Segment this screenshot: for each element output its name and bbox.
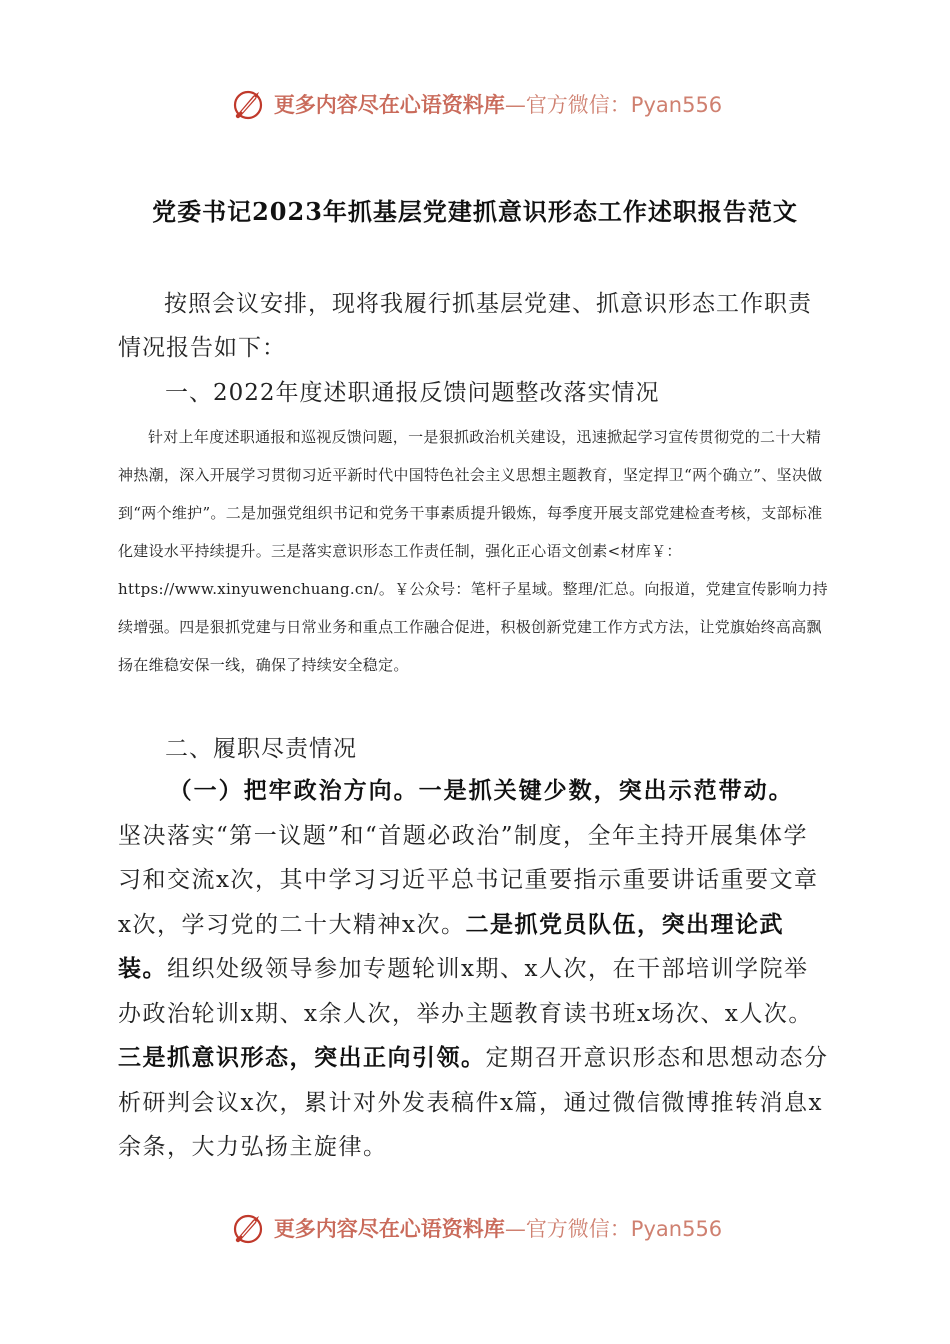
subsection1-text-b: 组织处级领导参加专题轮训x期、x人次，在干部培训学院举办政治轮训x期、x余人次，举办主题教育读书班x场次、x人次。 xyxy=(118,956,813,1027)
pen-nib-icon xyxy=(228,1208,268,1248)
footer-watermark xyxy=(0,1206,950,1250)
intro-paragraph: 按照会议安排，现将我履行抓基层党建、抓意识形态工作职责情况报告如下： xyxy=(118,291,812,361)
subsection1-body xyxy=(118,769,830,1170)
banner-contact: —官方微信：Pyan556 xyxy=(504,93,723,117)
subsection1-heading: （一）把牢政治方向。一是抓关键少数，突出示范带动。 xyxy=(168,777,794,804)
banner-highlight: 更多内容尽在心语资料库 xyxy=(273,93,505,117)
header-watermark xyxy=(0,82,950,126)
subsection1-bold-c: 三是抓意识形态，突出正向引领。 xyxy=(118,1044,486,1071)
section2-heading: 二、履职尽责情况 xyxy=(165,736,357,762)
section1-body: 针对上年度述职通报和巡视反馈问题，一是狠抓政治机关建设，迅速掀起学习宣传贯彻党的二十大精神热潮，深入开展学习贯彻习近平新时代中国特色社会主义思想主题教育，坚定捍卫“两个确立”、坚决做到“两个维护”。二是加强党组织书记和党务干事素质提升锻炼，每季度开展支部党建检查考核，支部标准化建设水平持续提升。三是落实意识形态工作责任制，强化正心语文创素<材库￥：https://www.xinyuwenchuang.cn/。￥公众号：笔杆子星域。整理/汇总。向报道，党建宣传影响力持续增强。四是狠抓党建与日常业务和重点工作融合促进，积极创新党建工作方式方法，让党旗始终高高飘扬在维稳安保一线，确保了持续安全稳定。 xyxy=(118,428,828,674)
pen-nib-icon xyxy=(228,84,268,124)
section1-heading: 一、2022年度述职通报反馈问题整改落实情况 xyxy=(165,380,660,406)
subsection1-bold-b: 二是抓党员队伍，突出理论武装。 xyxy=(118,910,784,982)
document-title: 党委书记2023年抓基层党建抓意识形态工作述职报告范文 xyxy=(152,197,798,226)
subsection1-text-c: 定期召开意识形态和思想动态分析研判会议x次，累计对外发表稿件x篇，通过微信微博推转消息x余条，大力弘扬主旋律。 xyxy=(118,1045,829,1160)
banner-highlight: 更多内容尽在心语资料库 xyxy=(273,1217,505,1241)
subsection1-text-a: 坚决落实“第一议题”和“首题必政治”制度，全年主持开展集体学习和交流x次，其中学习习近平总书记重要指示重要讲话重要文章x次，学习党的二十大精神x次。 xyxy=(118,822,819,938)
banner-contact: —官方微信：Pyan556 xyxy=(504,1217,723,1241)
